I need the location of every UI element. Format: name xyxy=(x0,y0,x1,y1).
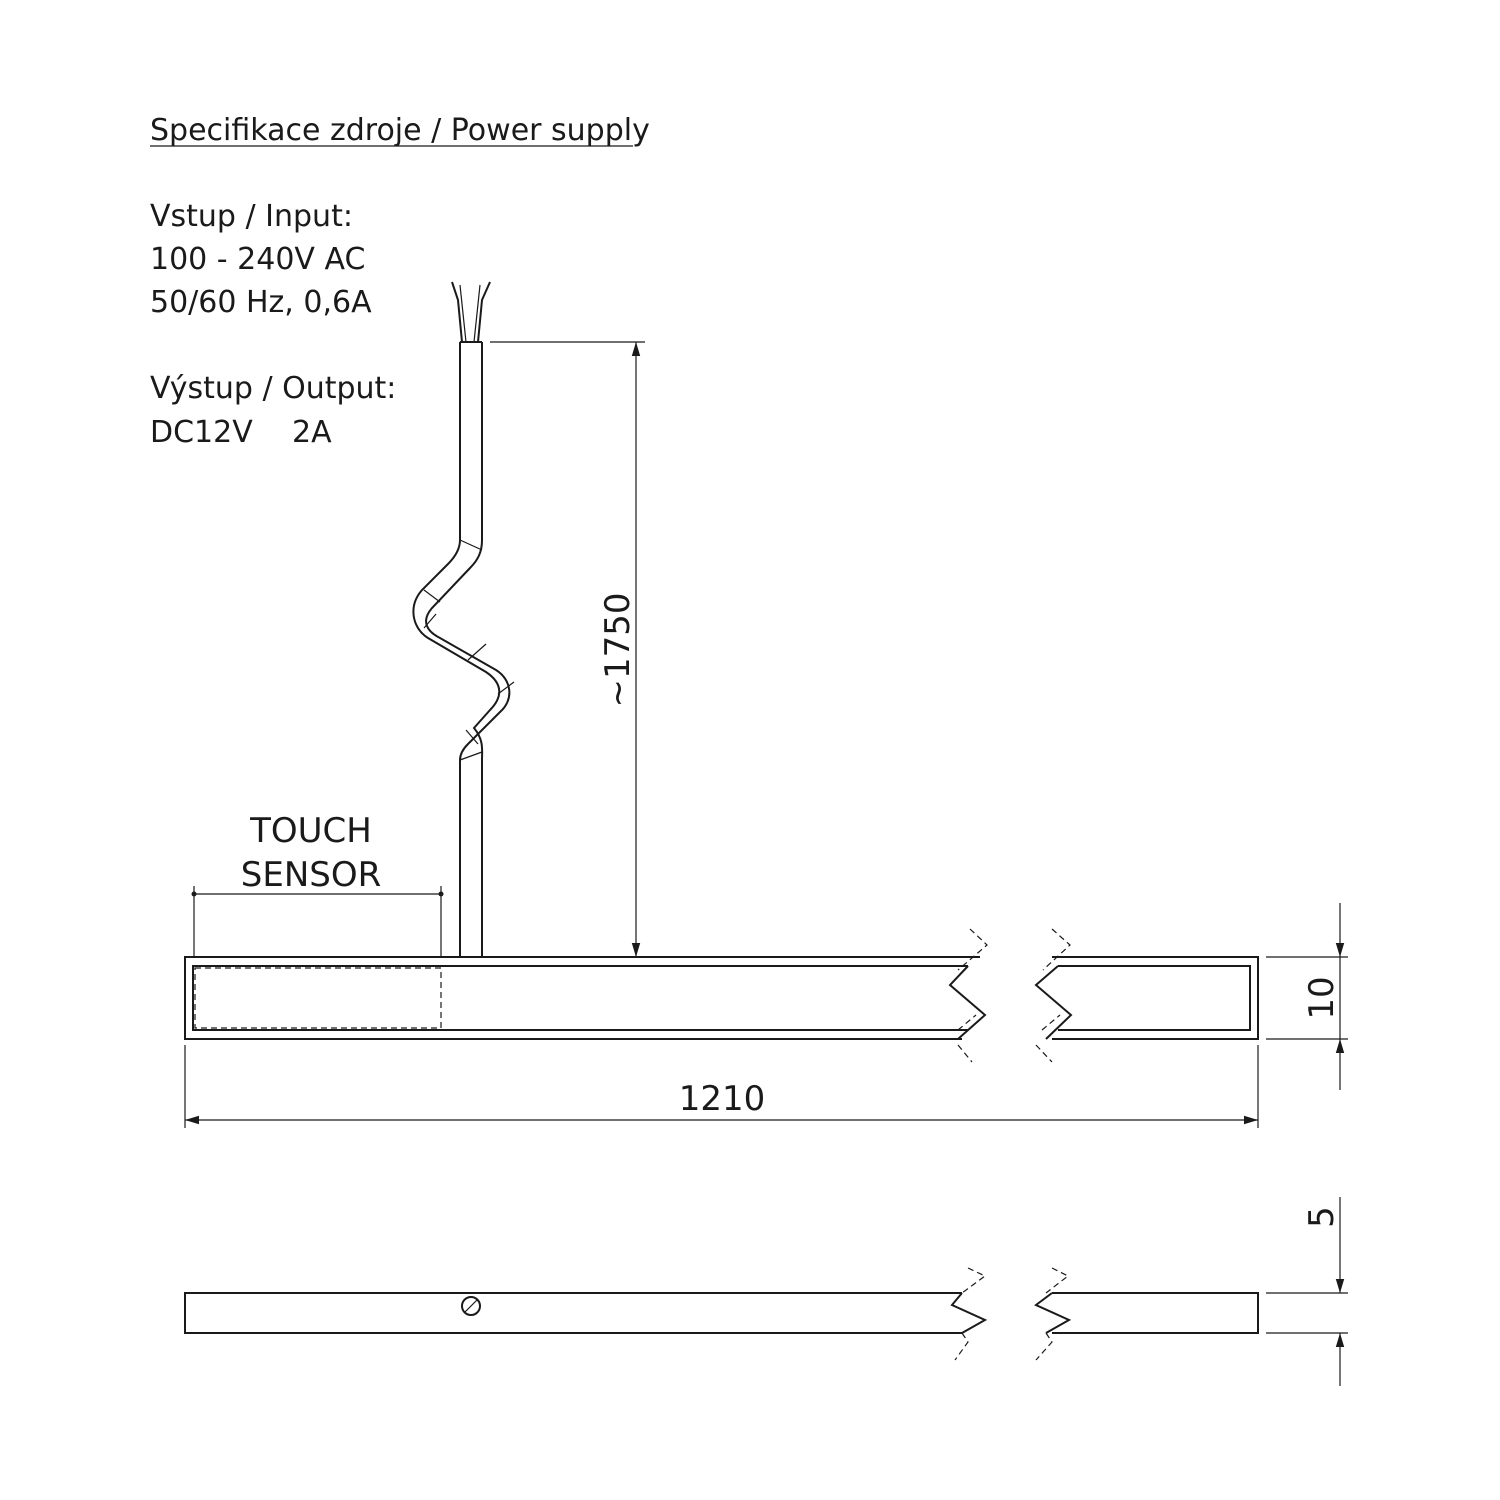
length-dimension xyxy=(185,1045,1258,1128)
output-label: Výstup / Output: xyxy=(150,371,397,406)
thickness-dimension xyxy=(1266,1197,1348,1386)
output-voltage: DC12V xyxy=(150,415,253,450)
touch-sensor-zone xyxy=(195,968,441,1028)
output-current: 2A xyxy=(292,415,332,450)
input-label: Vstup / Input: xyxy=(150,199,353,234)
touch-sensor-annotation xyxy=(192,811,444,957)
thickness-label: 5 xyxy=(1302,1206,1342,1228)
touch-label: TOUCH xyxy=(250,811,372,851)
spec-block xyxy=(150,113,650,450)
height-label: 10 xyxy=(1302,976,1342,1020)
sensor-label: SENSOR xyxy=(240,855,382,895)
height-dimension xyxy=(1266,903,1348,1090)
length-label: 1210 xyxy=(678,1079,766,1119)
front-view-bar xyxy=(185,929,1258,1062)
input-frequency-current: 50/60 Hz, 0,6A xyxy=(150,285,372,320)
input-voltage: 100 - 240V AC xyxy=(150,242,366,277)
power-cable xyxy=(413,282,514,957)
spec-heading: Specifikace zdroje / Power supply xyxy=(150,113,650,148)
cable-length-label: ~1750 xyxy=(598,592,638,708)
side-view-bar xyxy=(185,1268,1258,1360)
cable-length-dimension xyxy=(490,342,645,957)
